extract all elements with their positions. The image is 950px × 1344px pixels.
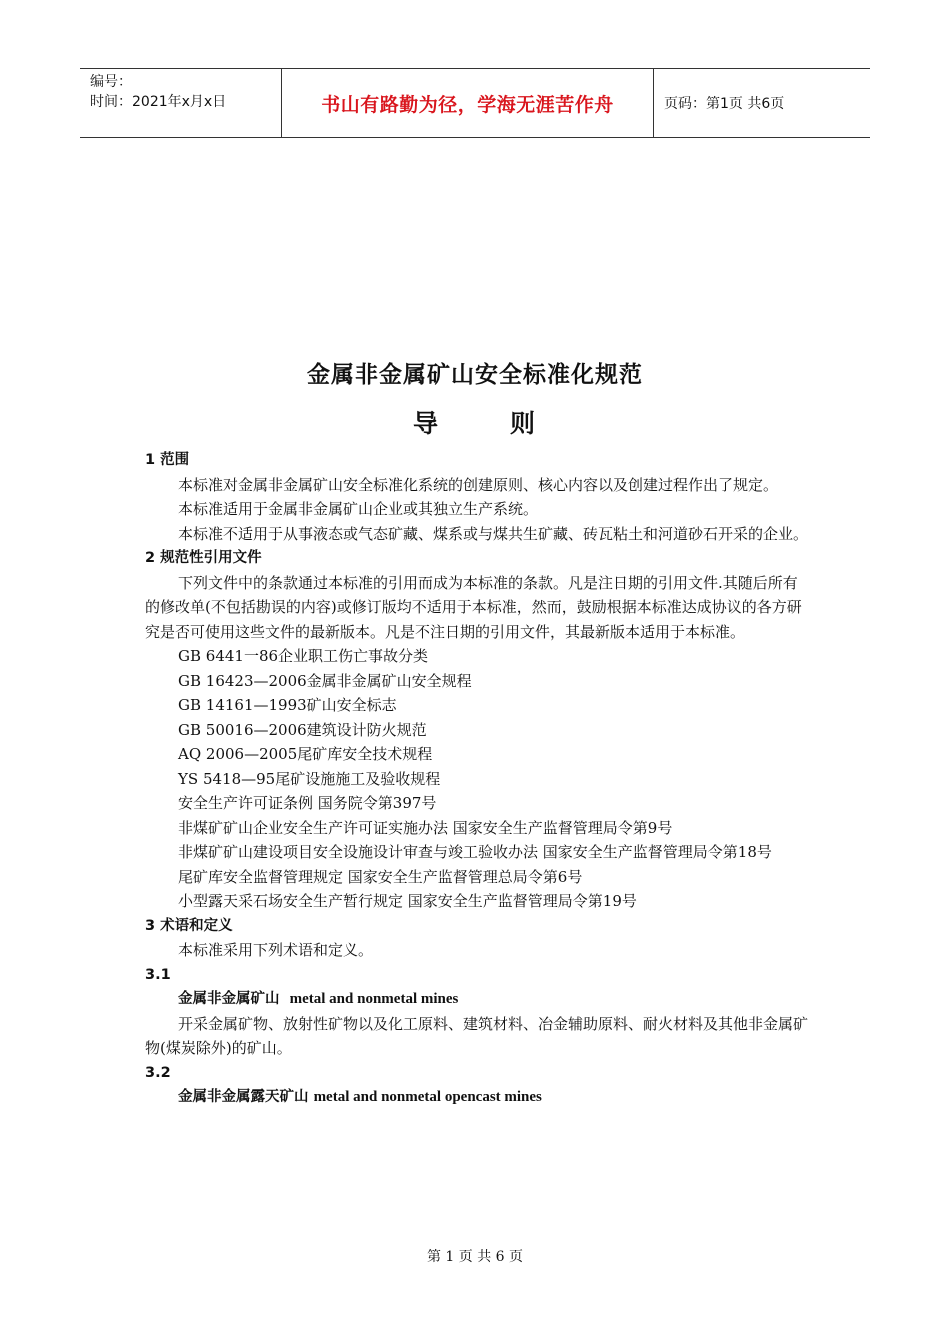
page-header — [80, 68, 870, 138]
reference-item: GB 6441一86企业职工伤亡事故分类 — [178, 647, 429, 665]
number-label: 编号： — [90, 74, 132, 90]
reference-item: 非煤矿矿山建设项目安全设施设计审查与竣工验收办法 国家安全生产监督管理局令第18号 — [178, 843, 772, 861]
paragraph: 本标准采用下列术语和定义。 — [178, 941, 374, 959]
section-heading-references: 2 规范性引用文件 — [145, 550, 262, 566]
section-heading-scope: 1 范围 — [145, 452, 190, 468]
paragraph: 本标准适用于金属非金属矿山企业或其独立生产系统。 — [178, 500, 539, 518]
reference-item: 安全生产许可证条例 国务院令第397号 — [178, 794, 437, 812]
page-info-text: 页码：第1页 共6页 — [664, 96, 785, 112]
reference-item: AQ 2006—2005尾矿库安全技术规程 — [178, 745, 433, 763]
reference-item: 尾矿库安全监督管理规定 国家安全生产监督管理总局令第6号 — [178, 867, 583, 886]
term-number: 3.2 — [145, 1064, 171, 1081]
paragraph: 本标准不适用于从事液态或气态矿藏、煤系或与煤共生矿藏、砖瓦粘土和河道砂石开采的企业。 — [178, 524, 809, 543]
reference-item: GB 16423—2006金属非金属矿山安全规程 — [178, 671, 472, 690]
term-en: metal and nonmetal opencast mines — [313, 1089, 542, 1105]
term-title — [145, 1085, 810, 1110]
term-cn: 金属非金属露天矿山 — [178, 1089, 309, 1105]
reference-item: 非煤矿矿山企业安全生产许可证实施办法 国家安全生产监督管理局令第9号 — [178, 818, 673, 837]
term-number: 3.1 — [145, 966, 171, 983]
motto-text: 书山有路勤为径，学海无涯苦作舟 — [321, 93, 614, 116]
term-title — [145, 987, 810, 1012]
reference-item: GB 14161—1993矿山安全标志 — [178, 696, 397, 714]
term-definition: 开采金属矿物、放射性矿物以及化工原料、建筑材料、冶金辅助原料、耐火材料及其他非金属矿物(煤炭除外)的矿山。 — [145, 1014, 809, 1057]
subtitle-char-2: 则 — [510, 409, 538, 438]
document-title: 金属非金属矿山安全标准化规范 — [307, 362, 643, 388]
subtitle-char-1: 导 — [412, 409, 440, 438]
header-page-info — [654, 69, 870, 137]
term-cn: 金属非金属矿山 — [178, 991, 280, 1007]
paragraph: 下列文件中的条款通过本标准的引用而成为本标准的条款。凡是注日期的引用文件.其随后所有的修改单(不包括勘误的内容)或修订版均不适用于本标准，然而，鼓励根据本标准达成协议的各方研究是否可使用这些文件的最新版本。凡是不注日期的引用文件，其最新版本适用于本标准。 — [145, 573, 802, 641]
term-en: metal and nonmetal mines — [289, 991, 459, 1007]
section-heading-terms: 3 术语和定义 — [145, 917, 233, 934]
reference-item: YS 5418—95尾矿设施施工及验收规程 — [178, 769, 441, 788]
reference-item: 小型露天采石场安全生产暂行规定 国家安全生产监督管理局令第19号 — [178, 892, 637, 910]
document-body — [145, 448, 810, 1110]
paragraph: 本标准对金属非金属矿山安全标准化系统的创建原则、核心内容以及创建过程作出了规定。 — [178, 475, 779, 494]
document-subtitle — [0, 404, 950, 440]
page-footer: 第 1 页 共 6 页 — [426, 1249, 524, 1265]
reference-item: GB 50016—2006建筑设计防火规范 — [178, 720, 427, 739]
time-label: 时间：2021年x月x日 — [90, 94, 227, 110]
header-motto — [282, 69, 654, 137]
header-meta — [80, 69, 282, 137]
